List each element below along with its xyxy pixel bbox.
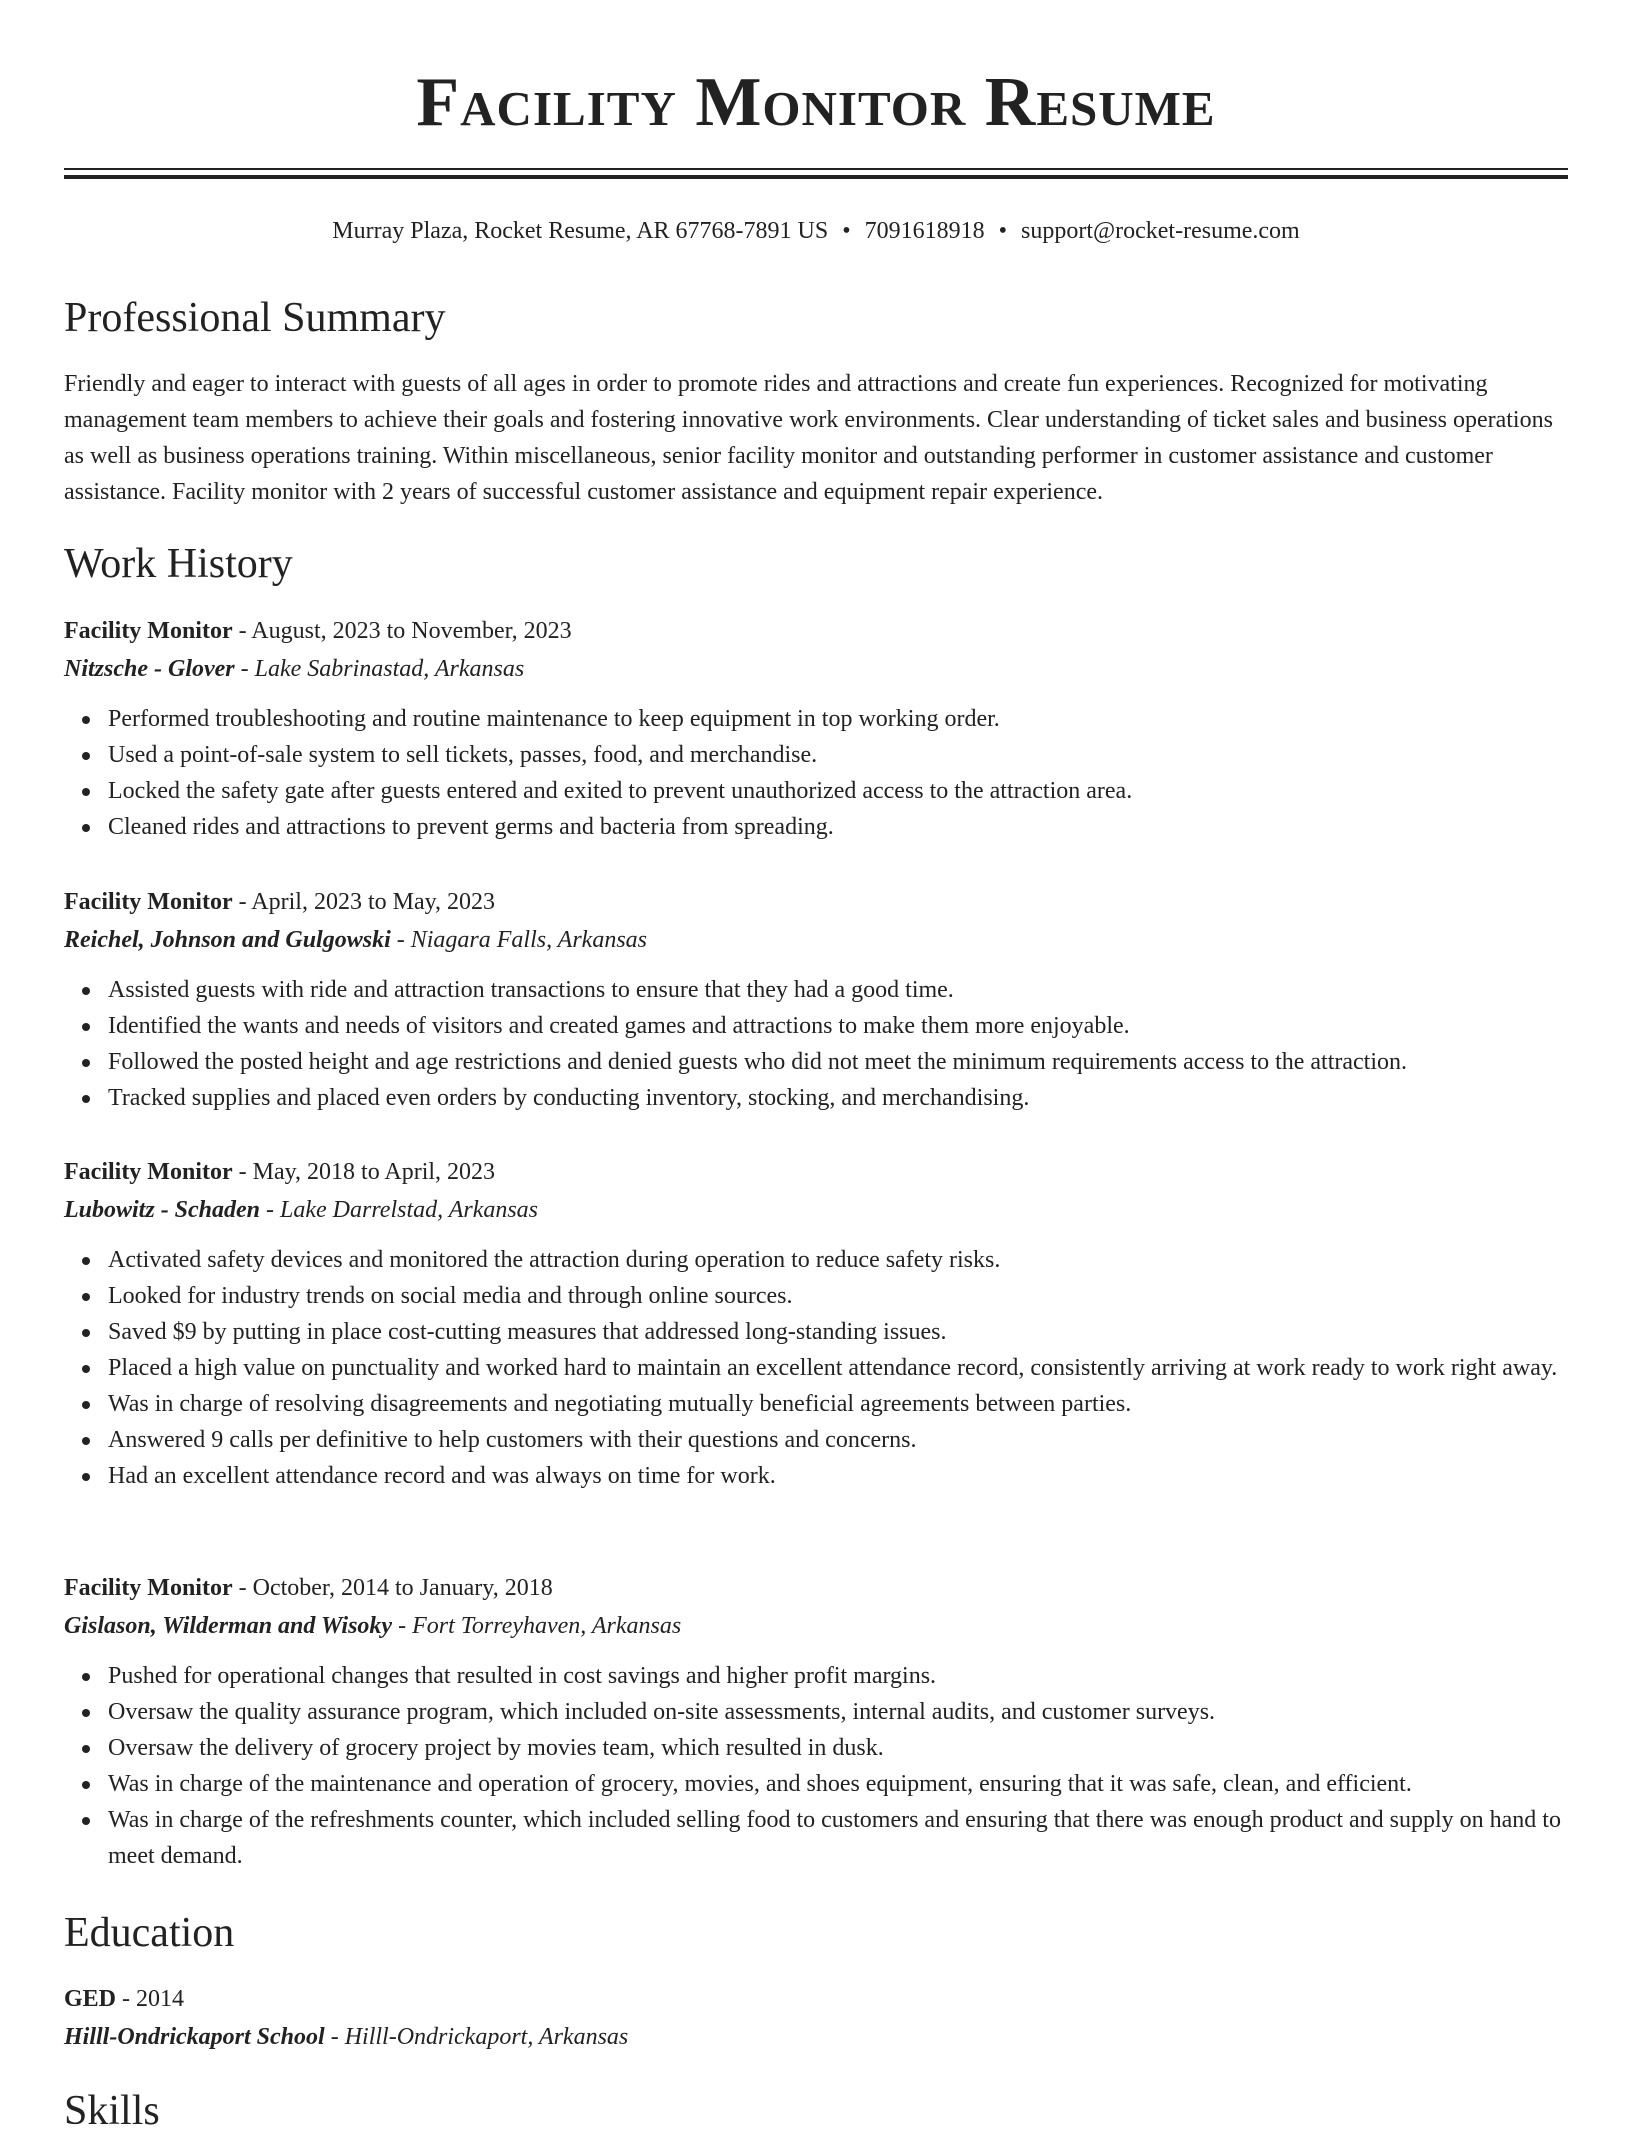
list-item: Oversaw the quality assurance program, which included on-site assessments, internal audits, and customer surveys. [108, 1694, 1568, 1730]
list-item: Was in charge of the maintenance and operation of grocery, movies, and shoes equipment, ensuring that it was safe, clean, and efficient. [108, 1766, 1568, 1802]
job-location: - Fort Torreyhaven, Arkansas [392, 1613, 682, 1639]
job-bullets [64, 1242, 1568, 1494]
list-item: Identified the wants and needs of visitors and created games and attractions to make them more enjoyable. [108, 1008, 1568, 1044]
list-item: Saved $9 by putting in place cost-cutting measures that addressed long-standing issues. [108, 1314, 1568, 1350]
job-company: Lubowitz - Schaden [64, 1197, 261, 1223]
list-item: Was in charge of resolving disagreements and negotiating mutually beneficial agreements between parties. [108, 1386, 1568, 1422]
job-bullets [64, 1658, 1568, 1874]
resume-page [64, 0, 1568, 2134]
job-company: Gislason, Wilderman and Wisoky [64, 1613, 393, 1639]
job-entry [64, 884, 1568, 1116]
job-company-line [64, 649, 1568, 689]
list-item: Placed a high value on punctuality and worked hard to maintain an excellent attendance record, consistently arriving at work ready to work right away. [108, 1350, 1568, 1386]
job-location: - Lake Sabrinastad, Arkansas [234, 656, 525, 682]
summary-heading: Professional Summary [64, 295, 446, 341]
job-title: Facility Monitor [64, 889, 233, 915]
list-item: Used a point-of-sale system to sell tickets, passes, food, and merchandise. [108, 737, 1568, 773]
list-item: Oversaw the delivery of grocery project by movies team, which resulted in dusk. [108, 1730, 1568, 1766]
education-location: - Hilll-Ondrickaport, Arkansas [324, 2024, 629, 2050]
job-bullets [64, 701, 1568, 845]
job-title-line [64, 1154, 1568, 1190]
list-item: Cleaned rides and attractions to prevent germs and bacteria from spreading. [108, 809, 1568, 845]
job-entry [64, 1570, 1568, 1874]
list-item: Locked the safety gate after guests entered and exited to prevent unauthorized access to the attraction area. [108, 773, 1568, 809]
list-item: Followed the posted height and age restrictions and denied guests who did not meet the minimum requirements access to the attraction. [108, 1044, 1568, 1080]
contact-email: support@rocket-resume.com [1021, 218, 1300, 244]
contact-phone: 7091618918 [864, 218, 985, 244]
education-degree-line [64, 1981, 1568, 2017]
job-title-line [64, 1570, 1568, 1606]
title-rule-thin [64, 168, 1568, 170]
education-entry [64, 1981, 1568, 2057]
job-dates: - October, 2014 to January, 2018 [232, 1575, 553, 1601]
job-company: Reichel, Johnson and Gulgowski [64, 927, 391, 953]
list-item: Answered 9 calls per definitive to help customers with their questions and concerns. [108, 1422, 1568, 1458]
job-location: - Niagara Falls, Arkansas [390, 927, 647, 953]
education-school: Hilll-Ondrickaport School [64, 2024, 325, 2050]
contact-separator: • [842, 218, 851, 244]
job-title-line [64, 884, 1568, 920]
job-bullets [64, 972, 1568, 1116]
list-item: Had an excellent attendance record and was always on time for work. [108, 1458, 1568, 1494]
skills-heading: Skills [64, 2088, 160, 2134]
job-title: Facility Monitor [64, 1159, 233, 1185]
job-dates: - May, 2018 to April, 2023 [232, 1159, 496, 1185]
job-entry [64, 613, 1568, 845]
list-item: Activated safety devices and monitored the attraction during operation to reduce safety risks. [108, 1242, 1568, 1278]
job-dates: - August, 2023 to November, 2023 [232, 618, 572, 644]
resume-title: Facility Monitor Resume [416, 64, 1216, 141]
job-location: - Lake Darrelstad, Arkansas [260, 1197, 539, 1223]
list-item: Performed troubleshooting and routine maintenance to keep equipment in top working order. [108, 701, 1568, 737]
title-rule-thick [64, 175, 1568, 179]
list-item: Tracked supplies and placed even orders by conducting inventory, stocking, and merchandising. [108, 1080, 1568, 1116]
summary-text: Friendly and eager to interact with guests of all ages in order to promote rides and attractions and create fun experiences. Recognized for motivating management team members to achieve their goals and fostering innovative work environments. Clear understanding of ticket sales and business operations as well as business operations training. Within miscellaneous, senior facility monitor and outstanding performer in customer assistance and customer assistance. Facility monitor with 2 years of successful customer assistance and equipment repair experience. [64, 371, 1553, 505]
contact-line [64, 214, 1568, 248]
list-item: Was in charge of the refreshments counter, which included selling food to customers and ensuring that there was enough product and supply on hand to meet demand. [108, 1802, 1568, 1874]
job-dates: - April, 2023 to May, 2023 [232, 889, 496, 915]
contact-separator: • [998, 218, 1008, 244]
job-company-line [64, 1606, 1568, 1646]
job-company-line [64, 1190, 1568, 1230]
job-title-line [64, 613, 1568, 649]
work-history-heading: Work History [64, 541, 293, 587]
education-degree: GED [64, 1986, 117, 2012]
list-item: Pushed for operational changes that resulted in cost savings and higher profit margins. [108, 1658, 1568, 1694]
job-company-line [64, 920, 1568, 960]
education-school-line [64, 2017, 1568, 2057]
job-title: Facility Monitor [64, 1575, 233, 1601]
job-entry [64, 1154, 1568, 1494]
job-title: Facility Monitor [64, 618, 233, 644]
contact-address: Murray Plaza, Rocket Resume, AR 67768-7891 US [332, 218, 829, 244]
list-item: Assisted guests with ride and attraction transactions to ensure that they had a good time. [108, 972, 1568, 1008]
education-year: - 2014 [116, 1986, 185, 2012]
education-heading: Education [64, 1910, 235, 1956]
list-item: Looked for industry trends on social media and through online sources. [108, 1278, 1568, 1314]
job-company: Nitzsche - Glover [64, 656, 235, 682]
